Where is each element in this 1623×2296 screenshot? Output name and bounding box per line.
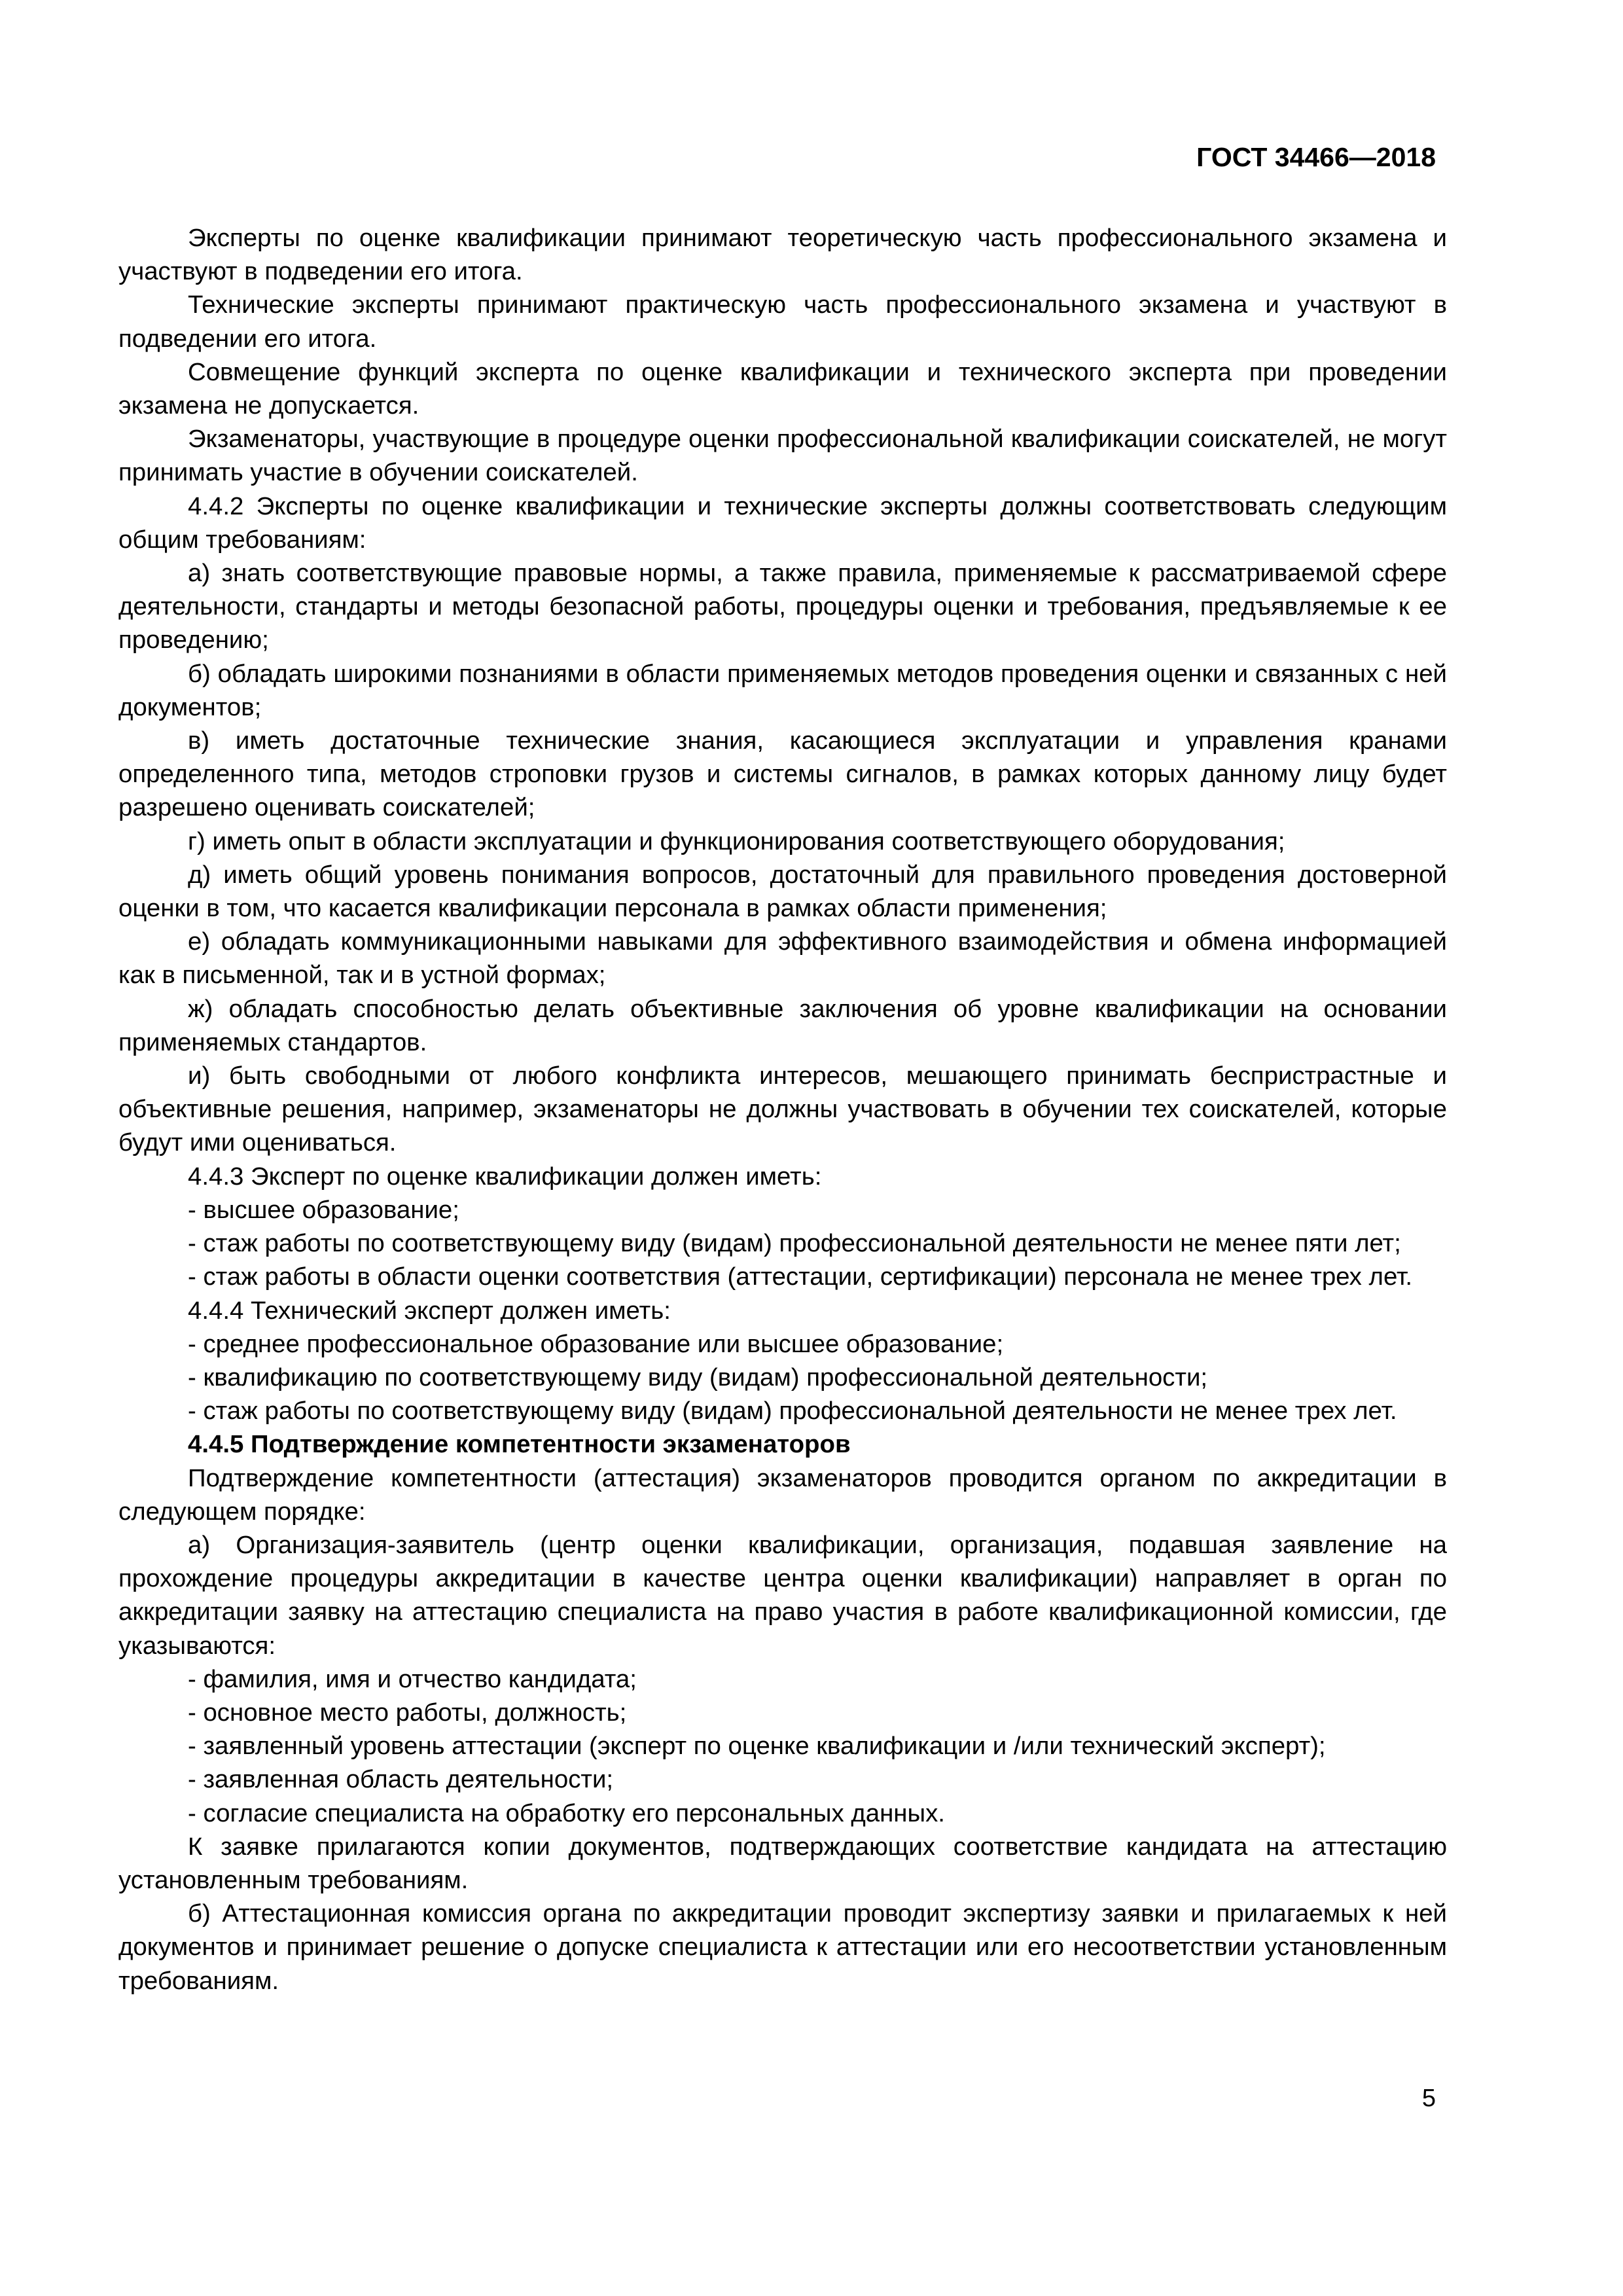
paragraph: К заявке прилагаются копии документов, подтверждающих соответствие кандидата на аттестацию установленным требованиям. <box>118 1832 1447 1894</box>
clause-4-4-2: 4.4.2 Эксперты по оценке квалификации и технические эксперты должны соответствовать следующим общим требованиям: <box>118 492 1447 554</box>
list-item-v: в) иметь достаточные технические знания, касающиеся эксплуатации и управления кранами определенного типа, методов строповки грузов и системы сигналов, в рамках которых данному лицу будет разрешено оценивать соискателей; <box>118 726 1447 822</box>
list-item-a: а) знать соответствующие правовые нормы, а также правила, применяемые к рассматриваемой сфере деятельности, стандарты и методы безопасной работы, процедуры оценки и требования, предъявляемые к ее проведению; <box>118 559 1447 655</box>
paragraph: Эксперты по оценке квалификации принимают теоретическую часть профессионального экзамена и участвуют в подведении его итога. <box>118 224 1447 286</box>
dash-item: - стаж работы по соответствующему виду (видам) профессиональной деятельности не менее пяти лет; <box>188 1229 1401 1258</box>
list-item-g: г) иметь опыт в области эксплуатации и функционирования соответствующего оборудования; <box>188 827 1285 855</box>
dash-item: - основное место работы, должность; <box>188 1698 627 1727</box>
dash-item: - стаж работы в области оценки соответствия (аттестации, сертификации) персонала не менее трех лет. <box>188 1263 1413 1291</box>
list-item-zh: ж) обладать способностью делать объективные заключения об уровне квалификации на основании применяемых стандартов. <box>118 994 1447 1056</box>
standard-code-header: ГОСТ 34466—2018 <box>1196 142 1436 172</box>
page-number: 5 <box>1421 2085 1436 2112</box>
paragraph: Подтверждение компетентности (аттестация) экзаменаторов проводится органом по аккредитации в следующем порядке: <box>118 1463 1447 1526</box>
list-item-e: е) обладать коммуникационными навыками для эффективного взаимодействия и обмена информацией как в письменной, так и в устной формах; <box>118 927 1447 990</box>
dash-item: - высшее образование; <box>188 1195 459 1224</box>
dash-item: - заявленная область деятельности; <box>188 1765 614 1794</box>
clause-4-4-4: 4.4.4 Технический эксперт должен иметь: <box>188 1296 671 1325</box>
paragraph: Технические эксперты принимают практическую часть профессионального экзамена и участвуют в подведении его итога. <box>118 291 1447 353</box>
list-item-b: б) обладать широкими познаниями в области применяемых методов проведения оценки и связанных с ней документов; <box>118 659 1447 721</box>
dash-item: - среднее профессиональное образование или высшее образование; <box>188 1329 1004 1358</box>
dash-item: - заявленный уровень аттестации (эксперт по оценке квалификации и /или технический эксперт); <box>188 1732 1326 1761</box>
dash-item: - фамилия, имя и отчество кандидата; <box>188 1664 637 1693</box>
clause-4-4-3: 4.4.3 Эксперт по оценке квалификации должен иметь: <box>188 1162 822 1191</box>
page-body <box>118 221 1447 1998</box>
dash-item: - согласие специалиста на обработку его персональных данных. <box>188 1799 945 1827</box>
clause-4-4-5-heading: 4.4.5 Подтверждение компетентности экзаменаторов <box>188 1430 851 1459</box>
list-item-a: а) Организация-заявитель (центр оценки квалификации, организация, подавшая заявление на прохождение процедуры аккредитации в качестве центра оценки квалификации) направляет в орган по аккредитации заявку на аттестацию специалиста на право участия в работе квалификационной комиссии, где указываются: <box>118 1530 1447 1660</box>
list-item-i: и) быть свободными от любого конфликта интересов, мешающего принимать беспристрастные и объективные решения, например, экзаменаторы не должны участвовать в обучении тех соискателей, которые будут ими оцениваться. <box>118 1062 1447 1157</box>
paragraph: Экзаменаторы, участвующие в процедуре оценки профессиональной квалификации соискателей, не могут принимать участие в обучении соискателей. <box>118 425 1447 487</box>
paragraph: Совмещение функций эксперта по оценке квалификации и технического эксперта при проведении экзамена не допускается. <box>118 357 1447 420</box>
dash-item: - квалификацию по соответствующему виду (видам) профессиональной деятельности; <box>188 1363 1208 1391</box>
dash-item: - стаж работы по соответствующему виду (видам) профессиональной деятельности не менее трех лет. <box>188 1397 1397 1426</box>
list-item-d: д) иметь общий уровень понимания вопросов, достаточный для правильного проведения достоверной оценки в том, что касается квалификации персонала в рамках области применения; <box>118 860 1447 923</box>
list-item-b: б) Аттестационная комиссия органа по аккредитации проводит экспертизу заявки и прилагаемых к ней документов и принимает решение о допуске специалиста к аттестации или его несоответствии установленным требованиям. <box>118 1899 1447 1995</box>
